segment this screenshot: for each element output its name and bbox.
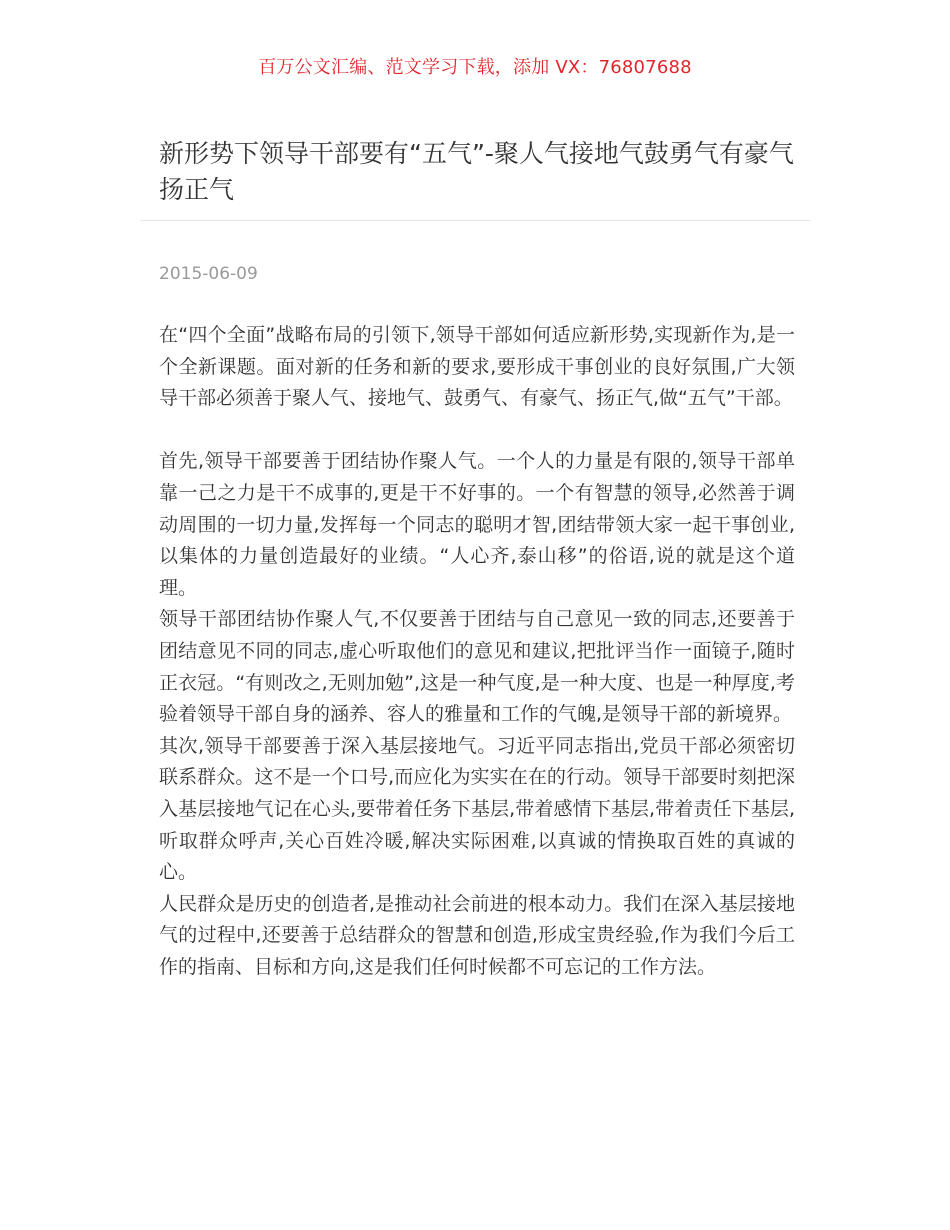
article-paragraph: 首先,领导干部要善于团结协作聚人气。一个人的力量是有限的,领导干部单靠一己之力是干不成事的,更是干不好事的。一个有智慧的领导,必然善于调动周围的一切力量,发挥每一个同志的聪明才智,团结带领大家一起干事创业,以集体的力量创造最好的业绩。“人心齐,泰山移”的俗语,说的就是这个道理。 xyxy=(159,450,795,599)
article-paragraph: 在“四个全面”战略布局的引领下,领导干部如何适应新形势,实现新作为,是一个全新课题。面对新的任务和新的要求,要形成干事创业的良好氛围,广大领导干部必须善于聚人气、接地气、鼓勇气、有豪气、扬正气,做“五气”干部。 xyxy=(159,324,795,410)
article-paragraph: 其次,领导干部要善于深入基层接地气。习近平同志指出,党员干部必须密切联系群众。这不是一个口号,而应化为实实在在的行动。领导干部要时刻把深入基层接地气记在心头,要带着任务下基层,带着感情下基层,带着责任下基层,听取群众呼声,关心百姓冷暖,解决实际困难,以真诚的情换取百姓的真诚的心。 xyxy=(159,734,795,884)
title-divider xyxy=(140,220,810,221)
article-title: 新形势下领导干部要有“五气”-聚人气接地气鼓勇气有豪气扬正气 xyxy=(159,139,794,204)
article-paragraph: 人民群众是历史的创造者,是推动社会前进的根本动力。我们在深入基层接地气的过程中,还要善于总结群众的智慧和创造,形成宝贵经验,作为我们今后工作的指南、目标和方向,这是我们任何时候都不可忘记的工作方法。 xyxy=(159,892,795,978)
article-paragraph: 领导干部团结协作聚人气,不仅要善于团结与自己意见一致的同志,还要善于团结意见不同的同志,虚心听取他们的意见和建议,把批评当作一面镜子,随时正衣冠。“有则改之,无则加勉”,这是一种气度,是一种大度、也是一种厚度,考验着领导干部自身的涵养、容人的雅量和工作的气魄,是领导干部的新境界。 xyxy=(159,608,795,726)
article-body xyxy=(159,320,795,983)
download-banner: 百万公文汇编、范文学习下载，添加 VX：76807688 xyxy=(258,57,692,78)
publish-date: 2015-06-09 xyxy=(159,264,258,284)
